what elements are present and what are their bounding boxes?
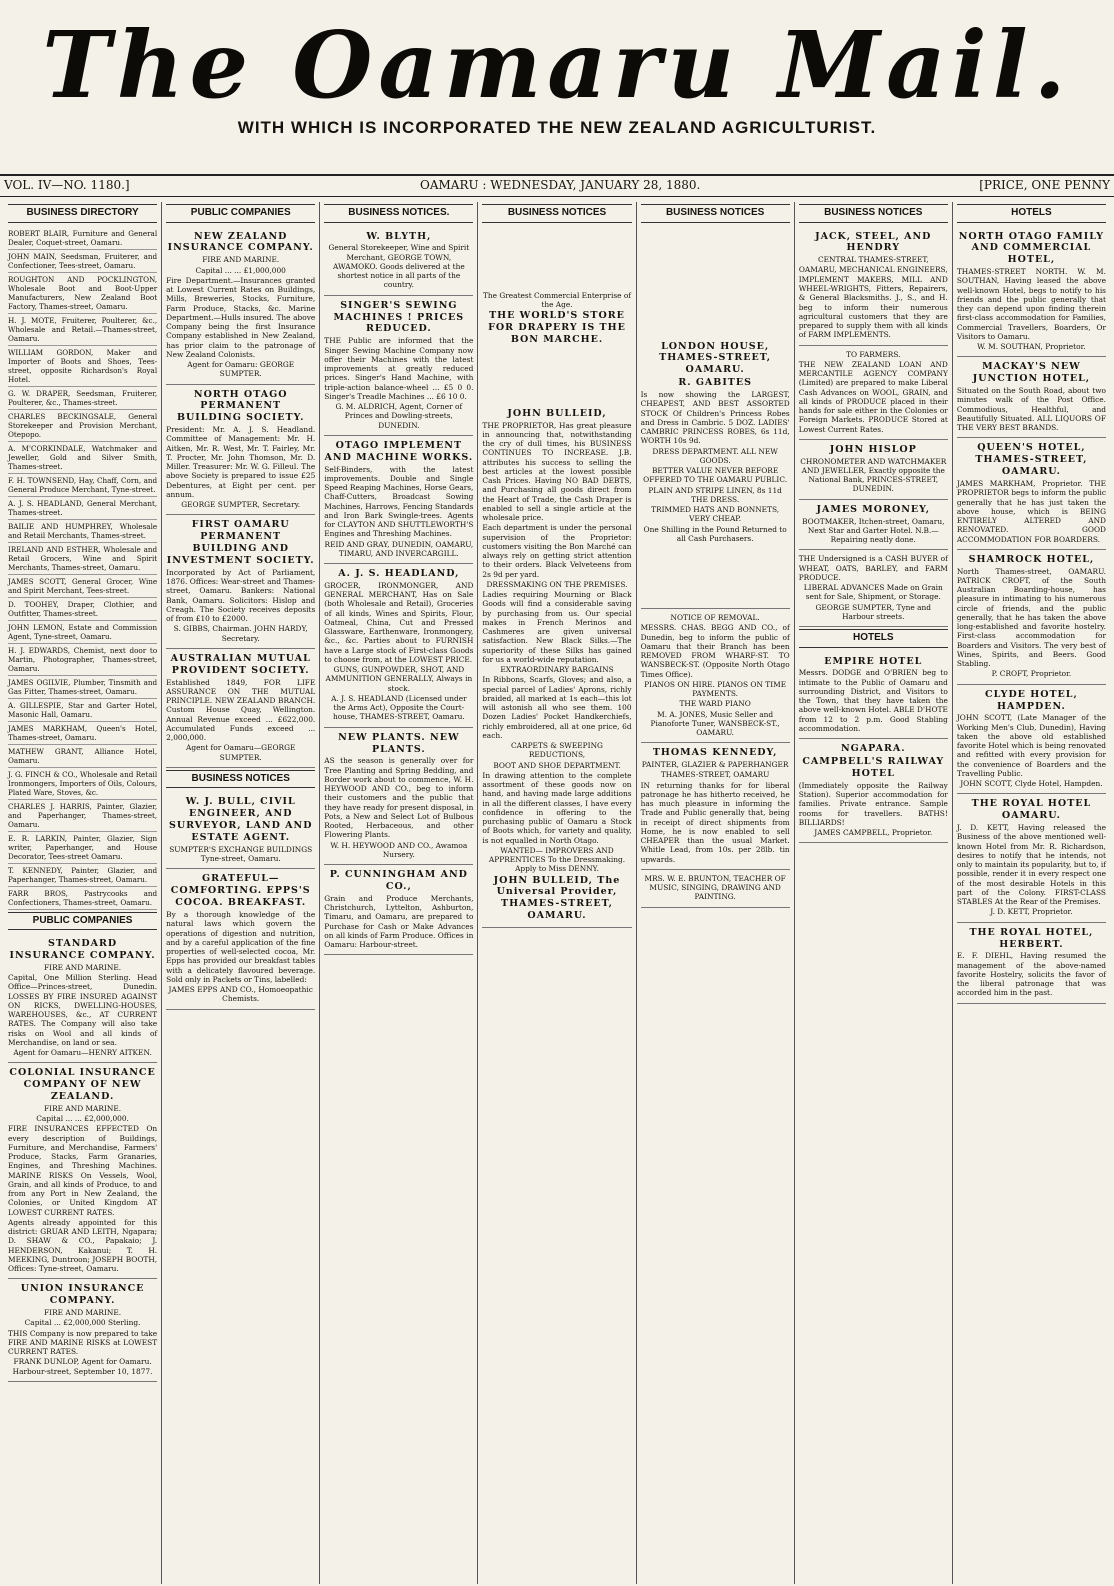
directory-entry: JOHN MAIN, Seedsman, Fruiterer, and Confectioner, Tees-street, Oamaru. — [8, 250, 157, 273]
advert-intro: The Greatest Commercial Enterprise of the Age. — [482, 290, 632, 309]
advert-body: Situated on the South Road, about two minutes walk of the Post Office. Commodious, Healthful, and Beautifully Situated. ALL LIQUORS OF THE VERY BEST BRANDS. — [956, 386, 1106, 433]
advert-standard-insurance — [8, 934, 157, 1063]
advert-body: (Immediately opposite the Railway Station). Superior accommodation for families. Private entrance. Sample rooms for travellers. BATHS! BILLIARDS! — [798, 780, 948, 827]
advert-brunton — [641, 870, 790, 908]
advert-title: FIRST OAMARU PERMANENT BUILDING AND INVESTMENT SOCIETY. — [166, 519, 315, 566]
advert-body: FIRE INSURANCES EFFECTED On every description of Buildings, Furniture, and Merchandise, Farmers' Produce, Stacks, Farm Granaries, Engines, and Threshing Machines. MARINE RISKS On Vessels, Wool, Grain, and all kinds of Produce, to and from any Port in New Zealand, the Colonies, or United Kingdom AT LOWEST CURRENT RATES. — [8, 1124, 158, 1217]
directory-entry: A. M'CORKINDALE, Watchmaker and Jeweller, Gold and Silver Smith, Thames-street. — [8, 442, 157, 474]
advert-title: AUSTRALIAN MUTUAL PROVIDENT SOCIETY. — [170, 652, 311, 676]
directory-entry: T. KENNEDY, Painter, Glazier, and Paperhanger, Thames-street, Oamaru. — [8, 864, 157, 887]
advert-royal-hotel-oamaru — [957, 794, 1106, 922]
advert-body: In Ribbons, Scarfs, Gloves; and also, a special parcel of Ladies' Aprons, richly braided, all marked at 1s each—this lot will astonish all who see them. 100 Dozen Ladies' Pocket Handkerchiefs, richly embroidered, all at one price, 6d each. — [482, 675, 632, 740]
advert-body: THE Public are informed that the Singer Sewing Machine Company now offer their Machines with the latest improvements at greatly reduced prices. Singer's Hand Machine, with triple-action balance-wheel ... £5 0 0. Singer's Treadle Machines ... £6 10 0. — [324, 336, 474, 401]
advert-signature: JAMES CAMPBELL, Proprietor. — [814, 828, 933, 837]
directory-entry: F. H. TOWNSEND, Hay, Chaff, Corn, and General Produce Merchant, Tyne-street. — [8, 474, 157, 497]
advert-title: P. CUNNINGHAM AND CO., — [329, 869, 468, 892]
directory-entry: J. G. FINCH & CO., Wholesale and Retail Ironmongers, Importers of Oils, Colours, Plated Ware, Stoves, &c. — [8, 768, 157, 800]
advert-title: CLYDE HOTEL, HAMPDEN. — [985, 688, 1078, 712]
advert-title: GRATEFUL—COMFORTING. EPPS'S COCOA. BREAKFAST. — [170, 873, 311, 909]
advert-north-otago-hotel — [957, 227, 1106, 358]
advert-title: CAMPBELL'S RAILWAY HOTEL — [802, 756, 945, 779]
advert-body: AS the season is generally over for Tree Planting and Spring Bedding, and Border work about to commence, W. H. HEYWOOD AND CO., beg to inform their customers and the public that they have ready for present disposal, in Pots, a New and Select Lot of Bulbous Rooted, Herbaceous, and other Flowering Plants. — [324, 756, 474, 840]
advert-title: UNION INSURANCE COMPANY. — [20, 1283, 145, 1307]
advert-title: NORTH OTAGO PERMANENT BUILDING SOCIETY. — [176, 388, 305, 424]
advert-bull-engineer — [166, 792, 315, 869]
advert-body: Incorporated by Act of Parliament, 1876. Offices: Wear-street and Thames-street, Oamaru. Bankers: National Bank, Oamaru. Solicitors: Hislop and Creagh. The Society receives deposits of from £10 to £2000. — [166, 567, 316, 624]
advert-body: THIS Company is now prepared to take FIRE AND MARINE RISKS at LOWEST CURRENT RATES. — [8, 1328, 158, 1357]
advert-body: THAMES-STREET NORTH. W. M. SOUTHAN, Having leased the above well-known Hotel, begs to notify to his friends and the public generally that they can depend upon finding therein first-class accommodation for Families, Commercial Travellers, Boarders, Or Visitors to Oamaru. — [956, 267, 1106, 341]
advert-queens-hotel — [957, 438, 1106, 549]
advert-subtitle: FIRE AND MARINE. — [202, 255, 280, 265]
advert-body: Fire Department.—Insurances granted at Lowest Current Rates on Buildings, Mills, Breweries, Stocks, Furniture, Farm Produce, Stacks, &c. Marine Department.—Hulls insured. The above Company being the first Insurance Company established in New Zealand, has prior claim to the patronage of New Zealand Colonists. — [166, 275, 316, 359]
directory-entry: IRELAND AND ESTHER, Wholesale and Retail Grocers, Wine and Spirit Merchants, Thames-street, Oamaru. — [8, 543, 157, 575]
advert-body: Ladies requiring Mourning or Black Goods will find a considerable saving by purchasing from us. Our special makes in French Merinos and Cashmeres are given universal satisfaction. New Black Silks.—The superiority of these Silks has gained for us a world-wide reputation. — [482, 590, 632, 664]
directory-entry: WILLIAM GORDON, Maker and Importer of Boots and Shoes, Tees-street, opposite Richardson's Royal Hotel. — [8, 346, 157, 387]
column-2 — [162, 202, 320, 1584]
advert-body: IMPLEMENT MAKERS, MILL AND WHEEL-WRIGHTS, Fitters, Repairers, & General Blacksmiths. J., S., and H. beg to inform their numerous agricultural customers that they are prepared to supply them with all kinds of FARM IMPLEMENTS. — [798, 274, 948, 340]
advert-body: GROCER, IRONMONGER, AND GENERAL MERCHANT, Has on Sale (both Wholesale and Retail), Groceries of all kinds, Wines and Spirits, Flour, Oatmeal, China, Cut and Pressed Glassware, Earthenware, Ironmongery, &c., &c. Parties about to FURNISH have a Large stock of First-class Goods to choose from, at the LOWEST PRICE. — [324, 580, 474, 664]
advert-body: BOOTMAKER, Itchen-street, Oamaru, Next Star and Garter Hotel. N.B.—Repairing neatly done. — [802, 516, 945, 544]
advert-subtitle: EXTRAORDINARY BARGAINS — [500, 665, 614, 674]
advert-subtitle: TRIMMED HATS AND BONNETS, VERY CHEAP. — [651, 505, 780, 524]
advert-body: Is now showing the LARGEST, CHEAPEST, AND BEST ASSORTED STOCK Of Children's Princess Robes and Dress in Cambric. 5 DOZ. LADIES' CAMBRIC PRINCESS ROBES, 6s 11d, WORTH 10s 9d. — [640, 390, 790, 446]
advert-signature: A. J. S. HEADLAND (Licensed under the Arms Act), Opposite the Court-house, THAMES-STREET, Oamaru. — [331, 693, 467, 722]
column-7 — [953, 202, 1110, 1584]
advert-title: STANDARD INSURANCE COMPANY. — [9, 938, 156, 961]
advert-title: THOMAS KENNEDY, — [652, 747, 778, 759]
directory-entry: FARR BROS, Pastrycooks and Confectioners, Thames-street, Oamaru. — [8, 887, 157, 910]
advert-subtitle: PIANOS ON HIRE. PIANOS ON TIME PAYMENTS. — [644, 679, 787, 698]
advert-to-farmers — [799, 346, 948, 440]
advert-title: LONDON HOUSE, THAMES-STREET, OAMARU. — [659, 340, 772, 376]
advert-body: SUMPTER'S EXCHANGE BUILDINGS Tyne-street, Oamaru. — [169, 844, 313, 864]
advert-body: North Thames-street, OAMARU. PATRICK CROFT, of the South Australian Boarding-house, has pleasure in intimating to his numerous circle of friends, and the public generally, that he has taken the above long-established and favorite hostelry. First-class accommodation for Boarders and Visitors. The very best of Wines, Spirits, and Beers. Good Stabling. — [956, 566, 1106, 669]
advert-signature: GEORGE SUMPTER, Secretary. — [181, 500, 301, 510]
advert-body: President: Mr. A. J. S. Headland. Committee of Management: Mr. H. Aitken, Mr. R. West, Mr. T. Fairley, Mr. T. Procter, Mr. John Thomson, Mr. D. Miller. Treasurer: Mr. W. G. Filleul. The above Society is prepared to issue £25 Debentures, at Eight per cent. per annum. — [166, 425, 316, 499]
advert-capital: Capital ... ... £2,000,000. — [36, 1114, 129, 1124]
advert-body: By a thorough knowledge of the natural laws which govern the operations of digestion and nutrition, and by a careful application of the fine properties of well-selected cocoa, Mr. Epps has provided our breakfast tables with a delicately flavoured beverage. Sold only in Packets or Tins, labelled: — [166, 910, 316, 984]
advert-subtitle: BETTER VALUE NEVER BEFORE OFFERED TO THE OAMARU PUBLIC. — [643, 466, 788, 485]
directory-entry: ROBERT BLAIR, Furniture and General Dealer, Coquet-street, Oamaru. — [8, 227, 157, 250]
advert-title: W. J. BULL, CIVIL ENGINEER, AND SURVEYOR, LAND AND ESTATE AGENT. — [168, 796, 313, 843]
columns — [4, 202, 1110, 1584]
price: [PRICE, ONE PENNY — [979, 178, 1110, 192]
directory-entry: H. J. EDWARDS, Chemist, next door to Martin, Photographer, Thames-street, Oamaru. — [8, 644, 157, 676]
advert-subtitle: FIRE AND MARINE. — [44, 1103, 122, 1113]
advert-signature: J. D. KETT, Proprietor. — [990, 907, 1073, 917]
directory-entry: MATHEW GRANT, Alliance Hotel, Oamaru. — [8, 745, 157, 768]
column-6 — [795, 202, 953, 1584]
advert-epps-cocoa — [166, 869, 315, 1009]
advert-body: General Storekeeper, Wine and Spirit Merchant, GEORGE TOWN, AWAMOKO. Goods delivered at the shortest notice in all parts of the country. — [328, 243, 470, 290]
advert-singer — [324, 296, 473, 436]
volume-number: VOL. IV—NO. 1180.] — [4, 178, 130, 192]
column-1 — [4, 202, 162, 1584]
advert-body: Capital, One Million Sterling. Head Office—Princes-street, Dunedin. LOSSES BY FIRE INSURED AGAINST ON RICKS, DWELLING-HOUSES, WAREHOUSES, &c., AT CURRENT RATES. The Company will also take risks on Wool and all kinds of Merchandise, on land or sea. — [8, 973, 158, 1047]
section-heading: BUSINESS NOTICES — [482, 204, 631, 223]
advert-title: THE ROYAL HOTEL, HERBERT. — [969, 926, 1094, 950]
advert-jack-steel-hendry — [799, 227, 948, 346]
advert-signature: Agent for Oamaru: GEORGE SUMPTER. — [187, 360, 295, 379]
advert-title: TO FARMERS. — [846, 349, 901, 359]
advert-body: CHRONOMETER AND WATCHMAKER AND JEWELLER, Exactly opposite the National Bank, PRINCES-STREET, DUNEDIN. — [800, 456, 947, 494]
advert-wanted: WANTED— IMPROVERS AND APPRENTICES To the Dressmaking. Apply to Miss DENNY. — [488, 845, 626, 874]
directory-entry: JAMES SCOTT, General Grocer, Wine and Spirit Merchant, Tees-street. — [8, 575, 157, 598]
advert-signature: Agent for Oamaru—GEORGE SUMPTER. — [186, 743, 296, 762]
advert-subtitle: One Shilling in the Pound Returned to all Cash Purchasers. — [643, 524, 787, 543]
advert-title: OTAGO IMPLEMENT AND MACHINE WORKS. — [324, 439, 474, 463]
advert-signature: G. M. ALDRICH, Agent, Corner of Princes and Dowling-streets, DUNEDIN. — [335, 402, 463, 430]
advert-body: In drawing attention to the complete assortment of these goods now on hand, and having made large additions in all the different classes, I have every confidence in offering to the purchasing public of Oamaru a Stock of Boots which, for variety and quality, is not equalled in North Otago. — [482, 770, 632, 845]
section-heading: HOTELS — [957, 204, 1106, 223]
advert-amp-society — [166, 649, 315, 768]
advert-title: NEW ZEALAND INSURANCE COMPANY. — [167, 230, 314, 254]
dateline — [0, 174, 1114, 197]
advert-body: THE PROPRIETOR, Has great pleasure in announcing that, notwithstanding the cry of dull times, his BUSINESS CONTINUES TO INCREASE. J.B. attributes his success to selling the best articles at the lowest possible Cash Prices. Having NO BAD DEBTS, and Purchasing all goods direct from the Heart of Trade, the Cash Draper is enabled to sell a single article at the wholesale price. — [482, 420, 632, 522]
section-heading: PUBLIC COMPANIES — [8, 912, 157, 931]
advert-shamrock-hotel — [957, 550, 1106, 685]
section-heading: BUSINESS NOTICES. — [324, 204, 473, 223]
advert-removal-notice — [641, 609, 790, 743]
advert-extra: GUNS, GUNPOWDER, SHOT, AND AMMUNITION GENERALLY, Always in stock. — [325, 665, 473, 693]
advert-address: THAMES-STREET, OAMARU — [660, 770, 770, 780]
advert-signature: Agent for Oamaru—HENRY AITKEN. — [13, 1048, 152, 1057]
advert-subtitle: FIRE AND MARINE. — [44, 1308, 122, 1318]
directory-entry: JAMES OGILVIE, Plumber, Tinsmith and Gas Fitter, Thames-street, Oamaru. — [8, 676, 157, 699]
newspaper-subtitle: WITH WHICH IS INCORPORATED THE NEW ZEALAND AGRICULTURIST. — [237, 118, 877, 137]
advert-title: MRS. W. E. BRUNTON, TEACHER OF MUSIC, SINGING, DRAWING AND PAINTING. — [644, 873, 786, 902]
directory-entry: JOHN LEMON, Estate and Commission Agent, Tyne-street, Oamaru. — [8, 621, 157, 644]
advert-mackay-hotel — [957, 357, 1106, 438]
column-4 — [478, 202, 636, 1584]
advert-signature: W. H. HEYWOOD AND CO., Awamoa Nursery. — [330, 840, 468, 859]
newspaper-title: The Oamaru Mail. — [42, 11, 1072, 119]
advert-body: JAMES MARKHAM, Proprietor. THE PROPRIETOR begs to inform the public generally that he has just taken the above house, which is BEING ENTIRELY ALTERED AND RENOVATED. GOOD ACCOMMODATION FOR BOARDERS. — [956, 479, 1106, 544]
advert-union-insurance — [8, 1279, 157, 1382]
advert-body: Each department is under the personal supervision of the Proprietor: customers visiting the Bon Marché can always rely on getting strict attention to their orders. Black Velveteens from 2s 9d per yard. — [482, 523, 632, 579]
advert-moroney — [799, 500, 948, 551]
directory-entry: ROUGHTON AND POCKLINGTON, Wholesale Boot and Boot-Upper Manufacturers, New Zealand Boot Factory, Thames-street, Oamaru. — [8, 273, 157, 314]
advert-capital: Capital ... £2,000,000 Sterling. — [24, 1318, 141, 1328]
advert-signature: JOHN SCOTT, Clyde Hotel, Hampden. — [960, 779, 1103, 789]
advert-bon-marche — [482, 227, 631, 929]
advert-nz-insurance — [166, 227, 315, 385]
advert-body: MESSRS. CHAS. BEGG AND CO., of Dunedin, beg to inform the public of Oamaru that their Branch has been REMOVED FROM WHARF-ST. TO WANSBECK-ST. (Opposite North Otago Times Office). — [640, 623, 790, 679]
advert-title: JOHN BULLEID, — [507, 407, 607, 419]
advert-empire-hotel — [799, 652, 948, 740]
advert-subtitle: PAINTER, GLAZIER & PAPERHANGER — [641, 760, 789, 770]
advert-capital: Capital ... ... £1,000,000 — [195, 265, 286, 275]
directory-entry: A. GILLESPIE, Star and Garter Hotel, Masonic Hall, Oamaru. — [8, 699, 157, 722]
issue-date: OAMARU : WEDNESDAY, JANUARY 28, 1880. — [420, 178, 701, 192]
advert-title: JAMES MORONEY, — [816, 503, 931, 515]
column-5 — [637, 202, 795, 1584]
directory-entry: BAILIE AND HUMPHREY, Wholesale and Retail Merchants, Thames-street. — [8, 520, 157, 543]
advert-title: THE WORLD'S STORE FOR DRAPERY IS THE BON MARCHE. — [488, 310, 626, 345]
advert-title: NEW PLANTS. NEW PLANTS. — [338, 731, 460, 755]
advert-otago-implement — [324, 436, 473, 564]
advert-royal-hotel-herbert — [957, 923, 1106, 1004]
advert-title: COLONIAL INSURANCE COMPANY OF NEW ZEALAND. — [9, 1067, 156, 1102]
advert-signature: JOHN BULLEID, The Universal Provider, THAMES-STREET, OAMARU. — [493, 874, 621, 922]
advert-body: JOHN SCOTT, (Late Manager of the Working Men's Club, Dunedin), Having taken the above old established favorite Hotel which is being renovated and refitted with every provision for the convenience of Boarders and the Travelling Public. — [956, 713, 1106, 778]
advert-london-house — [641, 227, 790, 610]
advert-place: NGAPARA. — [840, 743, 906, 755]
advert-new-plants — [324, 728, 473, 866]
advert-title: QUEEN'S HOTEL, THAMES-STREET, OAMARU. — [975, 442, 1088, 478]
advert-signature: P. CROFT, Proprietor. — [991, 669, 1072, 679]
column-3 — [320, 202, 478, 1584]
directory-entry: A. J. S. HEADLAND, General Merchant, Thames-street. — [8, 497, 157, 520]
advert-subtitle: DRESS DEPARTMENT. ALL NEW GOODS. — [652, 446, 778, 465]
advert-title: NOTICE OF REMOVAL. — [670, 613, 760, 622]
advert-title: JACK, STEEL, AND HENDRY — [815, 230, 932, 254]
directory-entry: H. J. MOTE, Fruiterer, Poulterer, &c., Wholesale and Retail.—Thames-street, Oamaru. — [8, 314, 157, 346]
advert-body: IN returning thanks for for liberal patronage he has hitherto received, he has much pleasure in informing the Trade and Public generally that, being in receipt of direct shipments from Home, he is now enabled to sell CHEAPER than the usual Market. Whitle Lead, from 10s. per 28lb. tin upwards. — [640, 780, 790, 864]
advert-hislop — [799, 440, 948, 500]
advert-body: J. D. KETT, Having released the Business of the above mentioned well-known Hotel from Mr. R. Richardson, desires to notify that he intends, not only to maintain its popularity, but to, if possible, render it in every respect one of the most desirable Hotels in this part of the Colony. FIRST-CLASS STABLES At the Rear of the Premises. — [956, 823, 1106, 907]
advert-title: SHAMROCK HOTEL, — [968, 553, 1095, 565]
advert-signature: M. A. JONES, Music Seller and Pianoforte Tuner, WANSBECK-ST., OAMARU. — [650, 709, 780, 737]
advert-north-otago-building-society — [166, 385, 315, 516]
advert-signature: REID AND GRAY, DUNEDIN, OAMARU, TIMARU, AND INVERCARGILL. — [324, 539, 474, 558]
section-heading: BUSINESS NOTICES — [641, 204, 790, 223]
advert-body: THE Undersigned is a CASH BUYER of WHEAT, OATS, BARLEY, and FARM PRODUCE. — [798, 554, 948, 582]
advert-sumpter-grain — [799, 550, 948, 627]
advert-body: THE NEW ZEALAND LOAN AND MERCANTILE AGENCY COMPANY (Limited) are prepared to make Liberal Cash Advances on WOOL, GRAIN, and all kinds of PRODUCE placed in their hands for sale either in the Colonies or Foreign Markets. PRODUCE Stored at Lowest Current Rates. — [798, 359, 948, 434]
advert-signature: GEORGE SUMPTER, Tyne and Harbour streets. — [815, 602, 932, 621]
directory-entry: CHARLES BECKINGSALE, General Storekeeper and Provision Merchant, Otepopo. — [8, 410, 157, 442]
advert-subtitle: CENTRAL THAMES-STREET, OAMARU, MECHANICAL ENGINEERS, — [798, 255, 948, 274]
advert-title: A. J. S. HEADLAND, — [338, 568, 460, 579]
advert-signature: JAMES EPPS AND CO., Homoeopathic Chemists. — [168, 985, 313, 1004]
advert-body: E. F. DIEHL, Having resumed the management of the above-named favorite Hostelry, solicits the favor of the liberal patronage that was accorded him in the past. — [956, 951, 1106, 998]
advert-body: Messrs. DODGE and O'BRIEN beg to intimate to the Public of Oamaru and surrounding District, and Visitors to the Town, that they have taken the above well-known Hotel. ABLE D'HOTE from 12 to 2 p.m. Good Stabling accommodation. — [798, 668, 948, 733]
advert-agents: Agents already appointed for this district: GRUAR AND LEITH, Ngapara; D. SHAW & CO., Papakaio; J. HENDERSON, Kakanui; T. H. MEEKING, Duntroon; JOSEPH BOOTH, Offices: Tyne-street, Oamaru. — [8, 1217, 158, 1274]
directory-entry: D. TOOHEY, Draper, Clothier, and Outfitter, Thames-street. — [8, 598, 157, 621]
advert-subtitle: FIRE AND MARINE. — [44, 962, 122, 972]
advert-title: MACKAY'S NEW JUNCTION HOTEL, — [972, 361, 1091, 385]
advert-title: R. GABITES — [678, 377, 752, 389]
advert-subtitle: DRESSMAKING ON THE PREMISES. — [486, 579, 628, 589]
advert-cunningham — [324, 865, 473, 955]
advert-title: JOHN HISLOP — [829, 443, 917, 455]
directory-entry: CHARLES J. HARRIS, Painter, Glazier, and Paperhanger, Thames-street, Oamaru. — [8, 800, 157, 832]
advert-title: EMPIRE HOTEL — [824, 655, 923, 667]
advert-body: Established 1849, FOR LIFE ASSURANCE ON THE MUTUAL PRINCIPLE. NEW ZEALAND BRANCH. Custom House Quay, Wellington. Annual Revenue exceed ... £622,000. Accumulated Funds exceed ... 2,000,000. — [166, 677, 316, 743]
masthead — [0, 0, 1114, 170]
advert-headland — [324, 564, 473, 728]
advert-body: Grain and Produce Merchants, Christchurch, Lyttelton, Ashburton, Timaru, and Oamaru, are prepared to Purchase for Cash or Make Advances on all kinds of Farm Produce. Offices in Oamaru: Harbour-street. — [324, 893, 474, 950]
directory-entry: G. W. DRAPER, Seedsman, Fruiterer, Poulterer, &c., Thames-street. — [8, 387, 157, 410]
advert-signature: W. M. SOUTHAN, Proprietor. — [977, 342, 1086, 352]
section-heading: HOTELS — [799, 629, 948, 648]
advert-body: Self-Binders, with the latest improvements. Double and Single Speed Reaping Machines, Horse Gears, Chaff-Cutters, Broadcast Sowing Machines, Harrows, Fencing Standards and Iron Bark Swingle-trees. Agents for CLAYTON AND SHUTTLEWORTH'S Engines and Threshing Machines. — [324, 464, 474, 539]
advert-subtitle: CARPETS & SWEEPING REDUCTIONS, — [511, 741, 603, 760]
advert-title: W. BLYTH, — [366, 230, 432, 242]
directory-entry: E. R. LARKIN, Painter, Glazier, Sign writer, Paperhanger, and House Decorator, Tees-street Oamaru. — [8, 832, 157, 864]
advert-subtitle: BOOT AND SHOE DEPARTMENT. — [493, 760, 621, 770]
advert-blyth — [324, 227, 473, 296]
section-heading: BUSINESS DIRECTORY — [8, 204, 157, 223]
section-heading: BUSINESS NOTICES — [166, 770, 315, 789]
advert-campbell-railway-hotel — [799, 739, 948, 843]
section-heading: BUSINESS NOTICES — [799, 204, 948, 223]
advert-subtitle: PLAIN AND STRIPE LINEN, 8s 11d THE DRESS. — [648, 485, 782, 504]
advert-subtitle: LIBERAL ADVANCES Made on Grain sent for Sale, Shipment, or Storage. — [803, 583, 943, 602]
advert-title: NORTH OTAGO FAMILY AND COMMERCIAL HOTEL, — [958, 230, 1105, 266]
advert-colonial-insurance — [8, 1063, 157, 1279]
directory-entry: JAMES MARKHAM, Queen's Hotel, Thames-street, Oamaru. — [8, 722, 157, 745]
advert-clyde-hotel — [957, 685, 1106, 795]
advert-title: THE ROYAL HOTEL OAMARU. — [971, 798, 1092, 822]
advert-title: SINGER'S SEWING MACHINES ! PRICES REDUCED. — [333, 299, 465, 335]
advert-subtitle: THE WARD PIANO — [679, 699, 751, 709]
advert-first-oamaru-building-society — [166, 515, 315, 649]
section-heading: PUBLIC COMPANIES — [166, 204, 315, 223]
advert-signature: FRANK DUNLOP, Agent for Oamaru. Harbour-street, September 10, 1877. — [12, 1357, 153, 1376]
advert-signature: S. GIBBS, Chairman. JOHN HARDY, Secretary. — [173, 624, 308, 643]
advert-kennedy — [641, 743, 790, 870]
